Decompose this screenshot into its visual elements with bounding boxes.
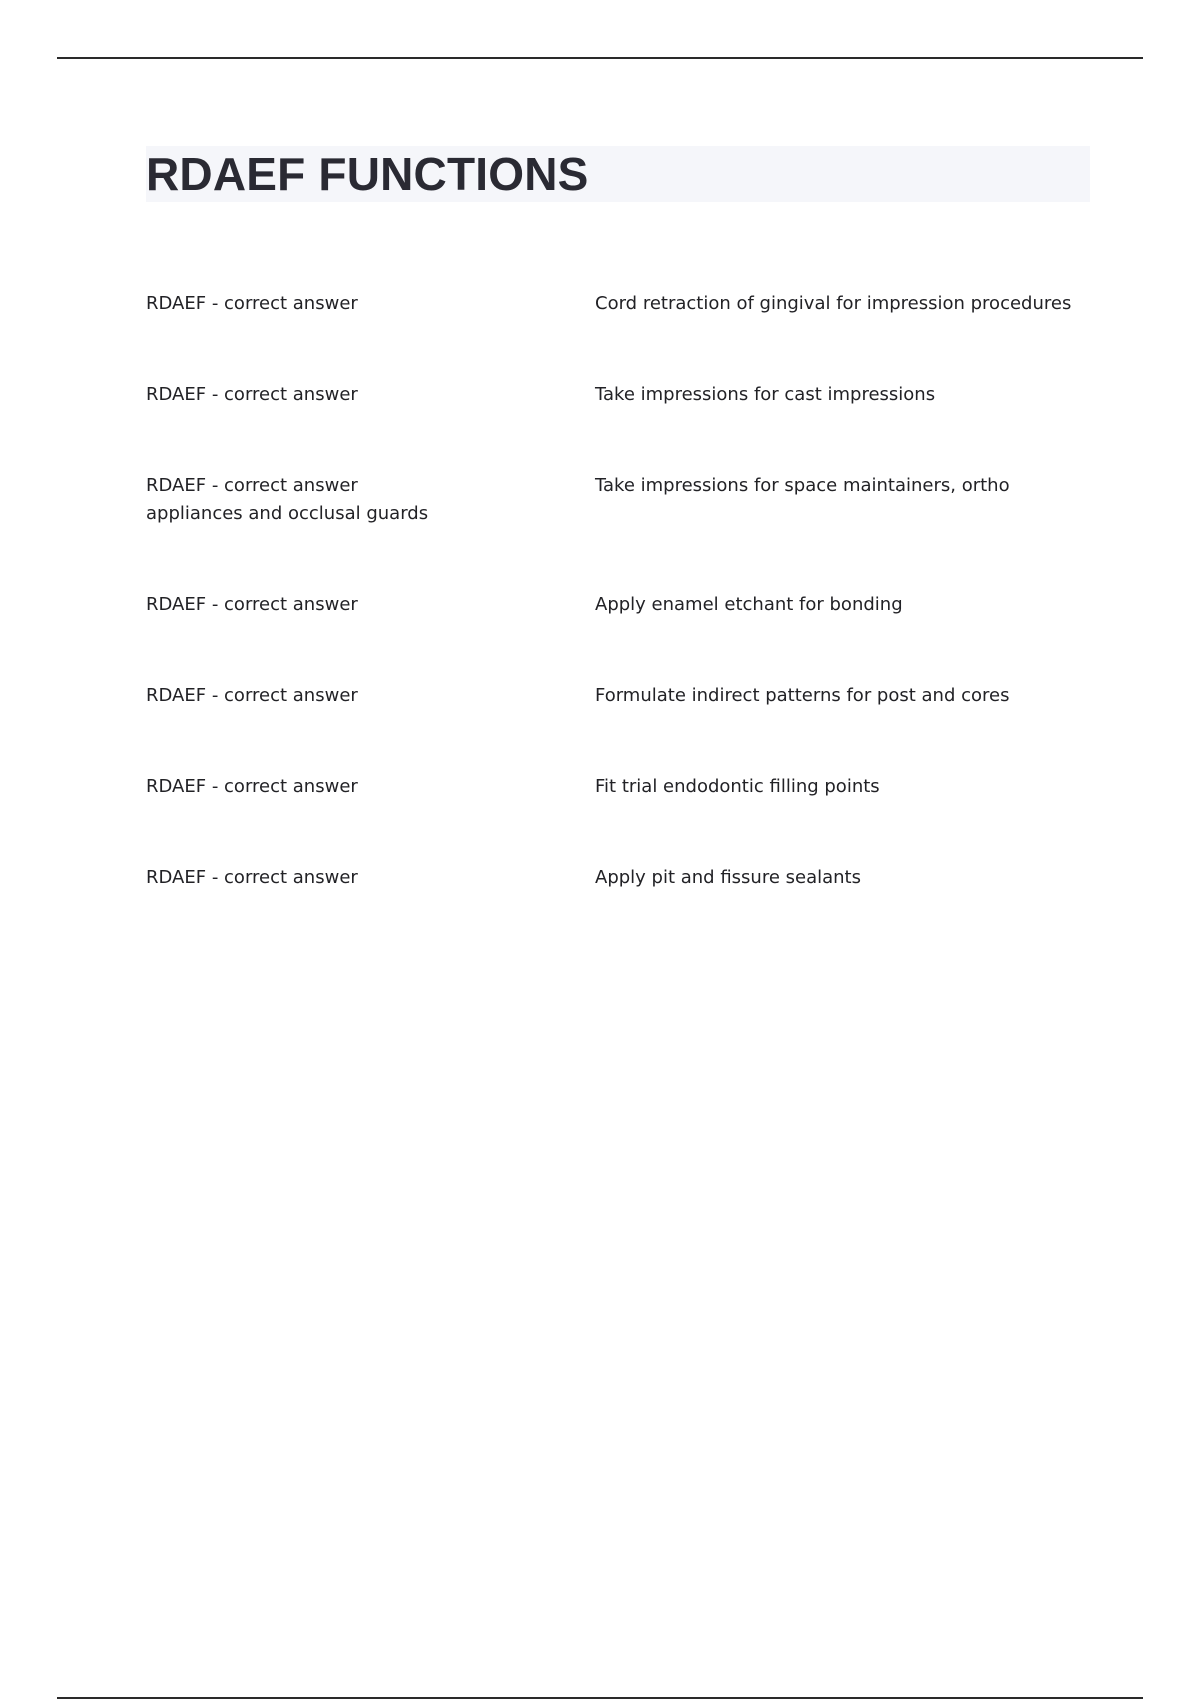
flashcard-term: RDAEF - correct answer appliances and occlusal guards: [146, 475, 429, 524]
flashcard-definition: Formulate indirect patterns for post and cores: [595, 685, 1010, 706]
flashcard-definition: Fit trial endodontic filling points: [595, 776, 880, 797]
flashcard-definition: Take impressions for space maintainers, ortho: [595, 475, 1010, 496]
flashcard-definition: Take impressions for cast impressions: [595, 384, 936, 405]
flashcard-row: [146, 290, 1090, 381]
flashcard-row: [146, 773, 1090, 864]
flashcard-row: [146, 864, 1090, 955]
bottom-divider: [57, 1697, 1143, 1699]
flashcard-term: RDAEF - correct answer: [146, 776, 358, 797]
flashcard-definition: Apply pit and fissure sealants: [595, 867, 861, 888]
flashcard-term: RDAEF - correct answer: [146, 867, 358, 888]
flashcard-term: RDAEF - correct answer: [146, 293, 358, 314]
flashcard-row: [146, 472, 1090, 591]
top-divider: [57, 57, 1143, 59]
flashcard-term: RDAEF - correct answer: [146, 384, 358, 405]
flashcard-row: [146, 381, 1090, 472]
flashcard-row: [146, 591, 1090, 682]
flashcard-definition: Apply enamel etchant for bonding: [595, 594, 903, 615]
flashcard-term: RDAEF - correct answer: [146, 594, 358, 615]
flashcard-definition: Cord retraction of gingival for impression procedures: [595, 293, 1072, 314]
flashcard-list: [146, 290, 1090, 955]
page-title: RDAEF FUNCTIONS: [146, 148, 589, 200]
flashcard-term: RDAEF - correct answer: [146, 685, 358, 706]
flashcard-row: [146, 682, 1090, 773]
